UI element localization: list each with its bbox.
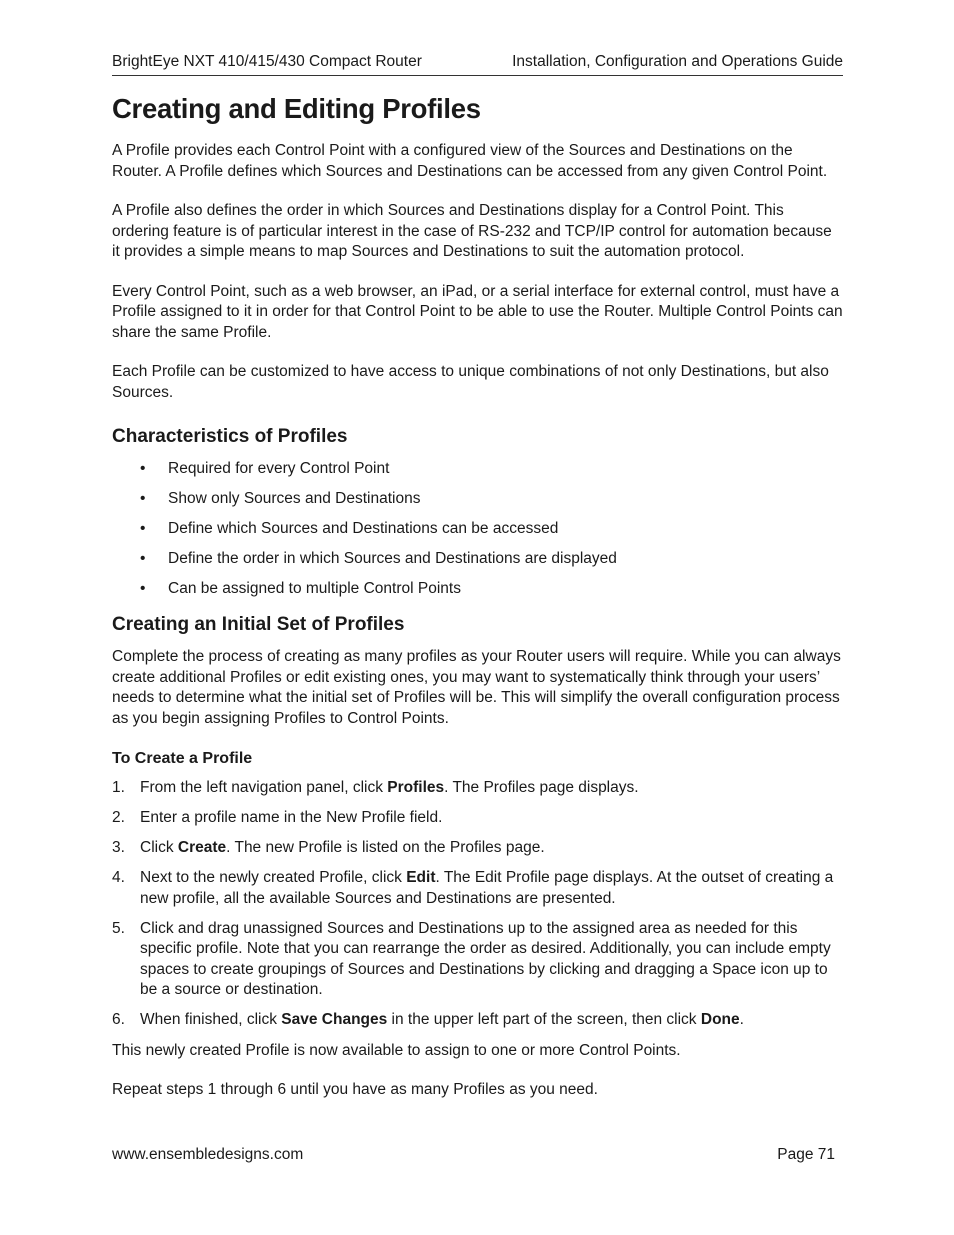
page-body — [112, 52, 843, 1120]
step-item — [112, 808, 843, 829]
footer-page-number: Page 71 — [777, 1146, 835, 1163]
step-ui-term: Create — [177, 839, 227, 856]
step-number: 1. — [112, 779, 125, 796]
procedure-heading: To Create a Profile — [112, 750, 253, 767]
intro-paragraph: Every Control Point, such as a web browser, an iPad, or a serial interface for external control, must have a Profile assigned to it in order for that Control Point to be able to use the Router. Multiple Control Points can share the same Profile. — [112, 282, 843, 341]
list-item-text: Can be assigned to multiple Control Points — [168, 580, 461, 597]
bullet-icon: • — [140, 550, 146, 567]
step-item — [112, 778, 843, 799]
step-number: 4. — [112, 869, 125, 886]
footer-website: www.ensembledesigns.com — [112, 1146, 304, 1163]
step-text: Next to the newly created Profile, click — [140, 869, 407, 886]
step-number: 5. — [112, 919, 125, 937]
characteristics-heading: Characteristics of Profiles — [112, 426, 348, 447]
after-procedure-paragraph: Repeat steps 1 through 6 until you have as many Profiles as you need. — [112, 1081, 598, 1098]
step-ui-term: Edit — [406, 869, 436, 886]
step-ui-term: Done — [700, 1011, 740, 1028]
step-text: Enter a profile name in the New Profile field. — [140, 809, 443, 826]
intro-paragraph: Each Profile can be customized to have access to unique combinations of not only Destinations, but also Sources. — [112, 363, 829, 401]
header-guide: Installation, Configuration and Operations Guide — [512, 53, 843, 70]
bullet-icon: • — [140, 460, 146, 477]
characteristics-list — [112, 459, 843, 599]
step-ui-term: Save Changes — [281, 1011, 388, 1028]
running-footer — [112, 1145, 835, 1165]
step-item — [112, 838, 843, 859]
bullet-icon: • — [140, 490, 146, 507]
step-text: Click — [140, 839, 178, 856]
step-item — [112, 1010, 843, 1031]
step-number: 3. — [112, 839, 125, 856]
step-text: When finished, click — [140, 1011, 282, 1028]
step-text: . The Edit Profile page displays. At the outset of creating a new profile, all the available Sources and Destinations are presented. — [140, 869, 834, 907]
step-text: in the upper left part of the screen, then click — [387, 1011, 701, 1028]
initial-set-heading: Creating an Initial Set of Profiles — [112, 614, 405, 635]
step-item — [112, 868, 843, 909]
bullet-icon: • — [140, 580, 146, 597]
page-title: Creating and Editing Profiles — [112, 93, 481, 124]
step-text: . The new Profile is listed on the Profiles page. — [226, 839, 545, 856]
list-item — [112, 489, 843, 509]
header-product: BrightEye NXT 410/415/430 Compact Router — [112, 53, 422, 70]
running-header — [112, 52, 843, 76]
list-item-text: Required for every Control Point — [168, 460, 390, 477]
step-item — [112, 919, 843, 1001]
list-item — [112, 459, 843, 479]
intro-paragraph: A Profile provides each Control Point with a configured view of the Sources and Destinations on the Router. A Profile defines which Sources and Destinations can be accessed from any given Control Point. — [112, 142, 828, 180]
list-item-text: Define the order in which Sources and Destinations are displayed — [168, 550, 617, 567]
intro-paragraph: A Profile also defines the order in which Sources and Destinations display for a Control Point. This ordering feature is of particular interest in the case of RS-232 and TCP/IP control for automation because it provides a simple means to map Sources and Destinations to suit the automation protocol. — [112, 202, 832, 260]
step-text: From the left navigation panel, click — [140, 779, 388, 796]
step-text: . The Profiles page displays. — [444, 779, 639, 796]
after-procedure-paragraph: This newly created Profile is now available to assign to one or more Control Points. — [112, 1041, 681, 1059]
step-ui-term: Profiles — [387, 779, 445, 796]
list-item — [112, 579, 843, 599]
procedure-steps — [112, 778, 843, 1031]
list-item-text: Show only Sources and Destinations — [168, 490, 421, 507]
list-item-text: Define which Sources and Destinations can be accessed — [168, 520, 559, 537]
step-number: 6. — [112, 1011, 125, 1028]
step-text: . — [739, 1011, 744, 1028]
step-text: Click and drag unassigned Sources and Destinations up to the assigned area as needed for this specific profile. Note that you can rearrange the order as desired. Additionally, you can include empty spaces to create groupings of Sources and Destinations by clicking and dragging a Space icon up to be a source or destination. — [140, 919, 831, 998]
bullet-icon: • — [140, 520, 146, 537]
list-item — [112, 549, 843, 569]
step-number: 2. — [112, 809, 125, 826]
list-item — [112, 519, 843, 539]
initial-set-paragraph: Complete the process of creating as many profiles as your Router users will require. While you can always create additional Profiles or edit existing ones, you may want to systematically think through your users’ needs to determine what the initial set of Profiles will be. This will simplify the overall configuration process as you begin assigning Profiles to Control Points. — [112, 648, 841, 727]
